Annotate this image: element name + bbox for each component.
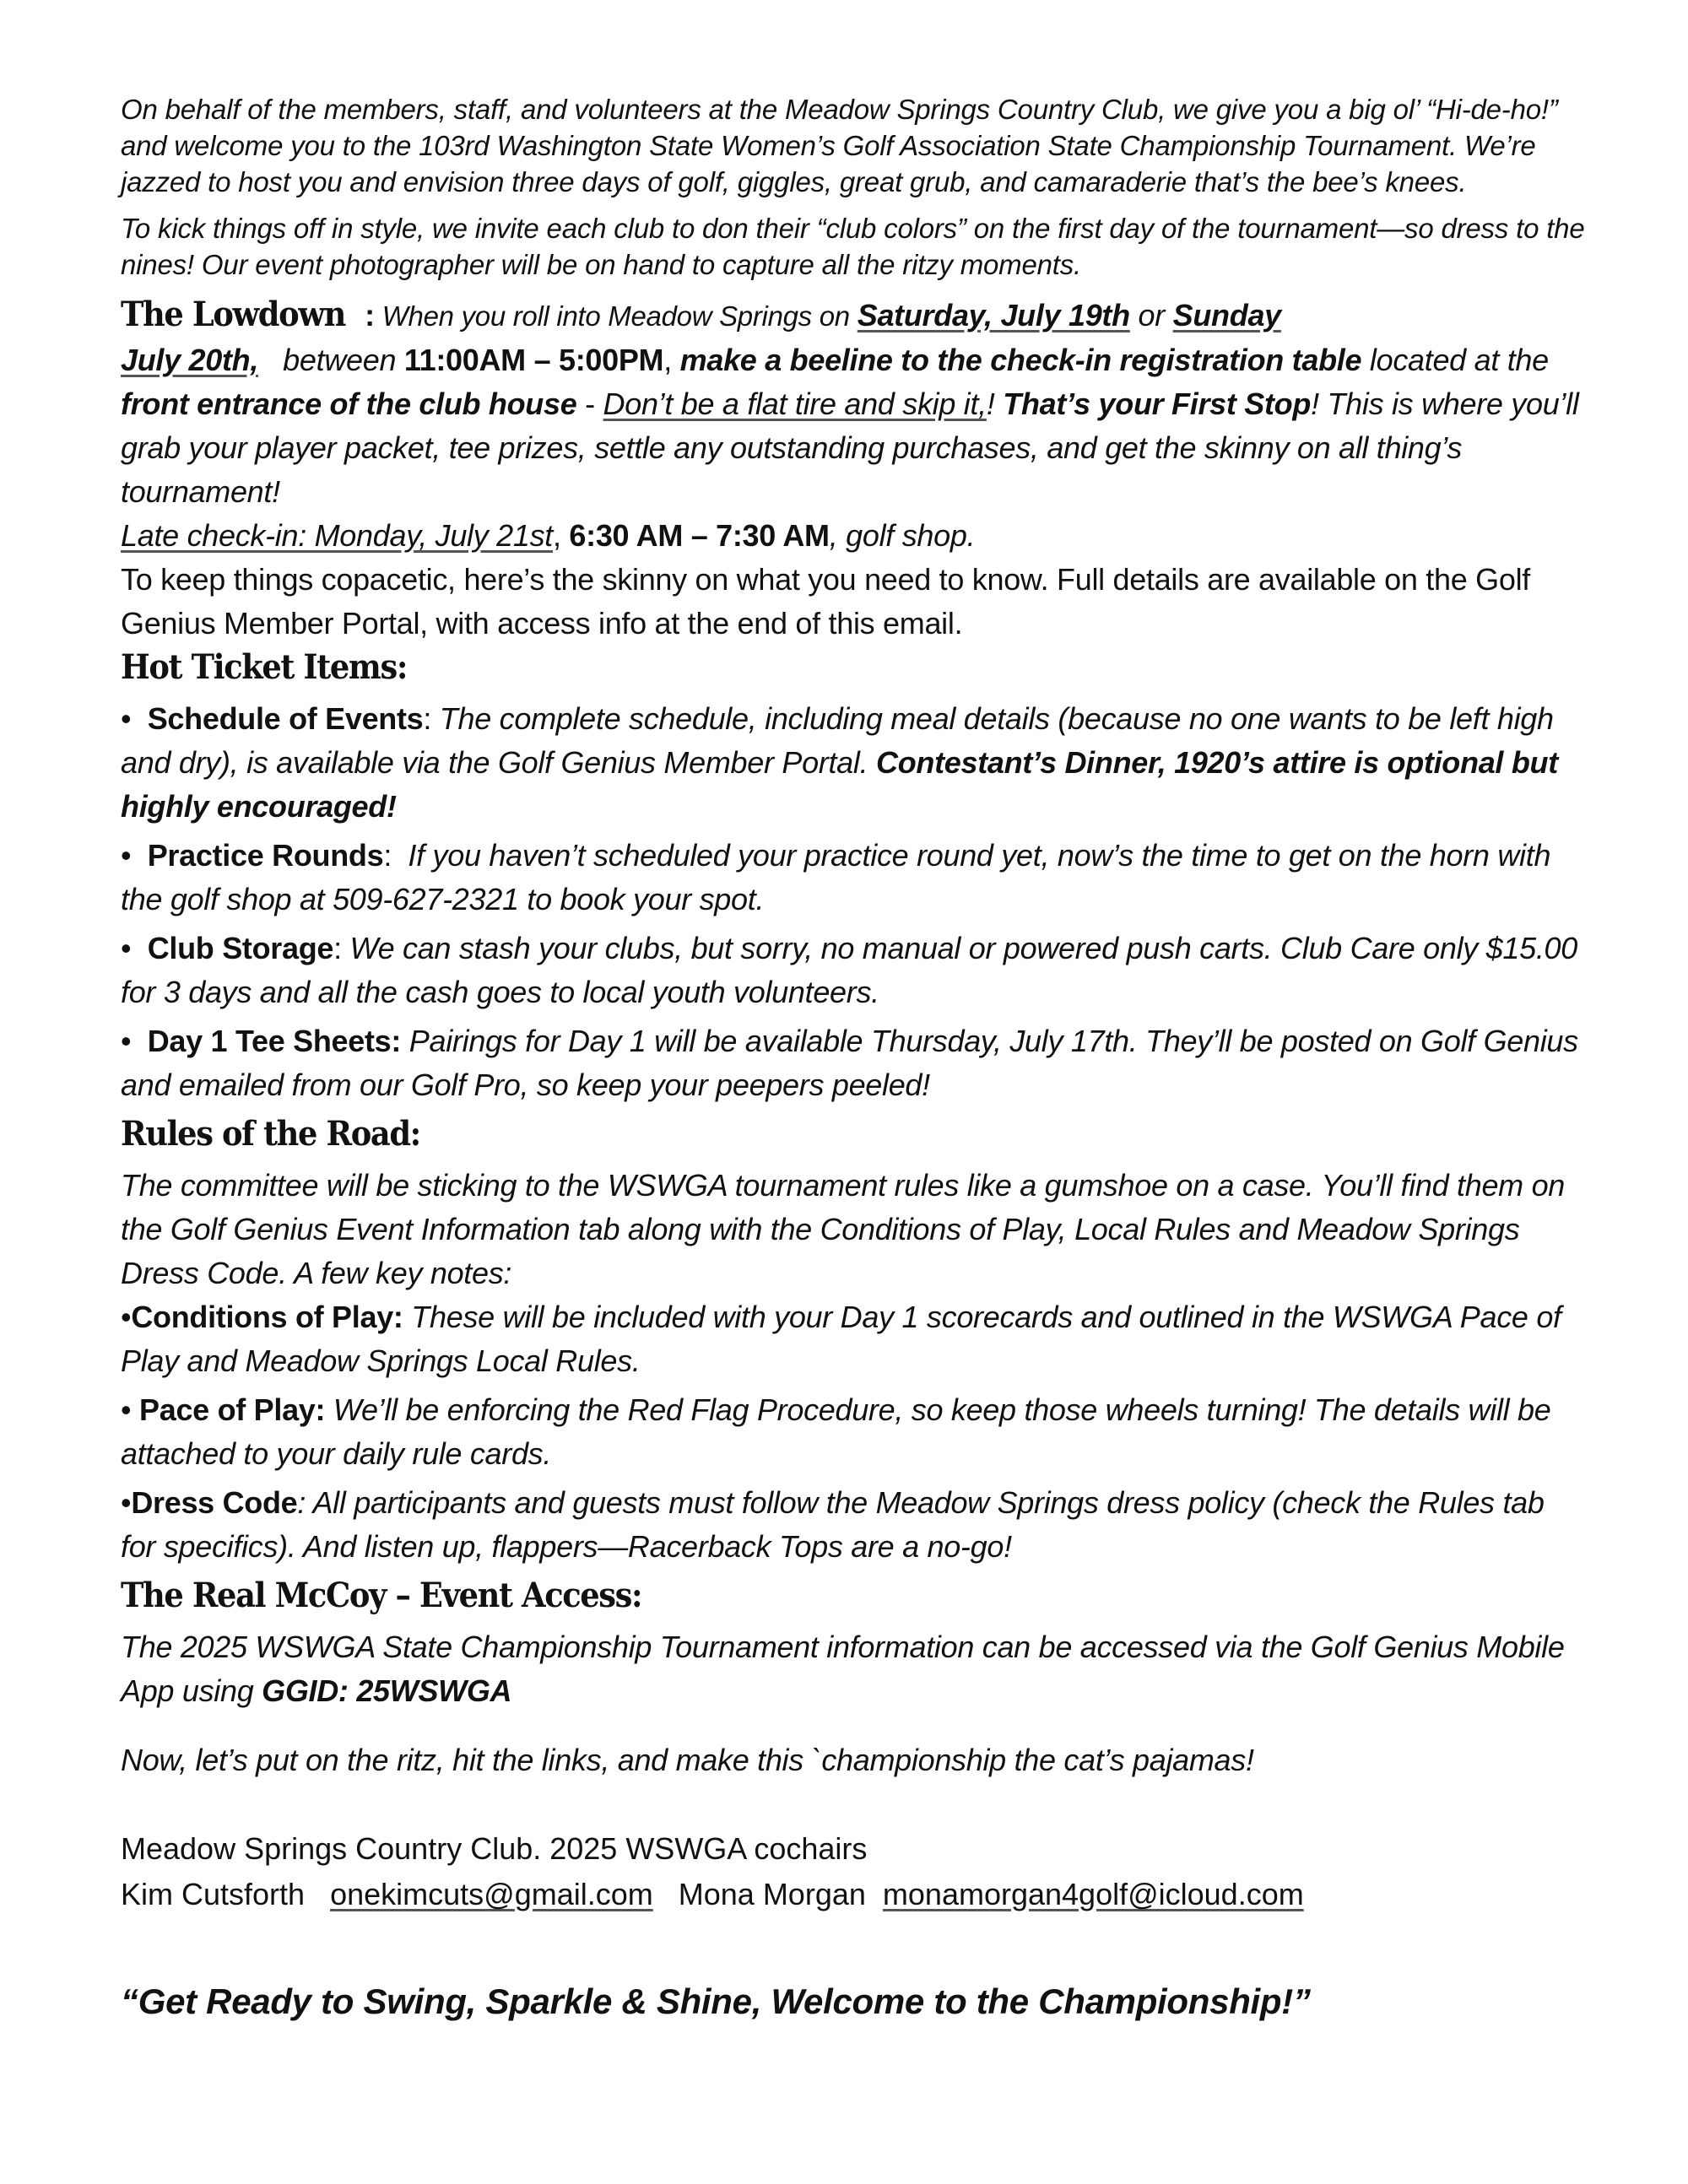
checkin-location: front entrance of the club house [121, 387, 577, 421]
hot-ticket-item: • Club Storage: We can stash your clubs, but sorry, no manual or powered push carts. Club Care only $15.00 for 3 days and all the cash goes to local youth volunteers. [121, 931, 1577, 1009]
chair2-name: Mona Morgan [678, 1877, 866, 1911]
checkin-time: 11:00AM – 5:00PM [403, 343, 664, 377]
copacetic-paragraph: To keep things copacetic, here’s the skinny on what you need to know. Full details are available on the Golf Genius Member Portal, with access info at the end of this email. [121, 562, 1530, 641]
signature-org: Meadow Springs Country Club. 2025 WSWGA cochairs [121, 1831, 868, 1866]
chair2-email-link[interactable]: monamorgan4golf@icloud.com [882, 1877, 1304, 1911]
checkin-date-1: Saturday, July 19th [857, 298, 1130, 332]
late-checkin: Late check-in: Monday, July 21st, 6:30 AM – 7:30 AM, golf shop. [121, 518, 976, 553]
rules-item: •Dress Code: All participants and guests must follow the Meadow Springs dress policy (check the Rules tab for specifics). And listen up, flappers—Racerback Tops are a no-go! [121, 1485, 1545, 1564]
event-access-heading: The Real McCoy – Event Access: [121, 1576, 642, 1615]
chair1-email-link[interactable]: onekimcuts@gmail.com [330, 1877, 653, 1911]
hot-ticket-item: • Schedule of Events: The complete schedule, including meal details (because no one wants to be left high and dry), is available via the Golf Genius Member Portal. Contestant’s Dinner, 1920’s attire is optional but highly encouraged! [121, 701, 1558, 824]
spacer [121, 1713, 1585, 1738]
ggid-code: GGID: 25WSWGA [262, 1673, 512, 1708]
beeline-instruction: make a beeline to the check-in registration table [679, 343, 1362, 377]
hot-ticket-item: • Day 1 Tee Sheets: Pairings for Day 1 will be available Thursday, July 17th. They’ll be posted on Golf Genius and emailed from our Golf Pro, so keep your peepers peeled! [121, 1024, 1578, 1102]
lowdown-section: The Lowdown : When you roll into Meadow Springs on Saturday, July 19th or Sunday July 20th, between 11:00AM – 5:00PM, make a beeline to the check-in registration table located at the front entrance of the club house - Don’t be a flat tire and skip it,! That’s your First Stop! This is where you’ll grab your player packet, tee prizes, settle any outstanding purchases, and get the skinny on all thing’s tournament! [121, 295, 1579, 509]
event-access-text: The 2025 WSWGA State Championship Tournament information can be accessed via the Golf Genius Mobile App using GGID: 25WSWGA [121, 1630, 1565, 1708]
lowdown-heading: The Lowdown [121, 295, 345, 334]
checkin-date-2: Sunday [1172, 298, 1281, 332]
rules-item: •Conditions of Play: These will be included with your Day 1 scorecards and outlined in the WSWGA Pace of Play and Meadow Springs Local Rules. [121, 1300, 1561, 1378]
rules-item: • Pace of Play: We’ll be enforcing the Red Flag Procedure, so keep those wheels turning! The details will be attached to your daily rule cards. [121, 1392, 1551, 1471]
rules-heading: Rules of the Road: [121, 1114, 420, 1154]
spacer [121, 1917, 1585, 1976]
hot-ticket-heading: Hot Ticket Items: [121, 647, 408, 687]
tagline: “Get Ready to Swing, Sparkle & Shine, Welcome to the Championship!” [121, 1981, 1311, 2021]
welcome-paragraph: On behalf of the members, staff, and volunteers at the Meadow Springs Country Club, we give you a big ol’ “Hi-de-ho!” and welcome you to the 103rd Washington State Women’s Golf Association State Championship Tournament. We’re jazzed to host you and envision three days of golf, giggles, great grub, and camaraderie that’s the bee’s knees. [121, 94, 1558, 197]
rules-intro: The committee will be sticking to the WSWGA tournament rules like a gumshoe on a case. You’ll find them on the Golf Genius Event Information tab along with the Conditions of Play, Local Rules and Meadow Springs Dress Code. A few key notes: [121, 1168, 1566, 1290]
letter-page [121, 91, 1585, 2027]
spacer [121, 1782, 1585, 1826]
signature-chairs [121, 1872, 1585, 1917]
hot-ticket-item: • Practice Rounds: If you haven’t scheduled your practice round yet, now’s the time to get on the horn with the golf shop at 509-627-2321 to book your spot. [121, 838, 1559, 916]
chair1-name: Kim Cutsforth [121, 1877, 306, 1911]
closing-line: Now, let’s put on the ritz, hit the links, and make this `championship the cat’s pajamas! [121, 1743, 1254, 1777]
club-colors-paragraph: To kick things off in style, we invite each club to don their “club colors” on the first day of the tournament—so dress to the nines! Our event photographer will be on hand to capture all the ritzy moments. [121, 213, 1585, 280]
